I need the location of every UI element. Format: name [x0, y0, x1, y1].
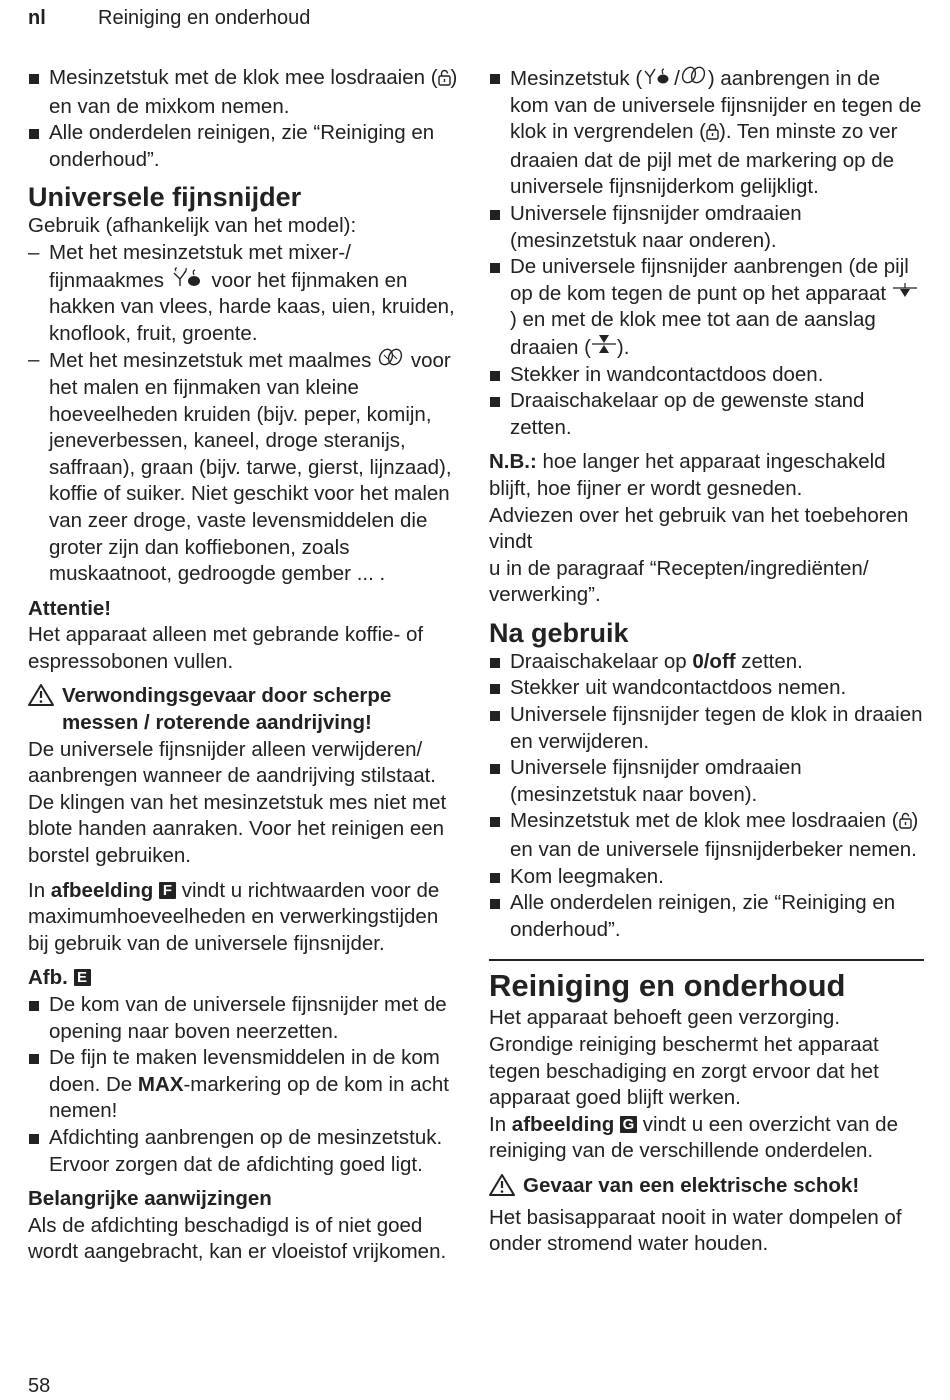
- injury-warning-text: De universele fijnsnijder alleen verwijderen/ aanbrengen wanneer de aandrijving stilstaat. De klingen van het mesinzetstuk mes niet met blote handen aanraken. Voor het reinigen een borstel gebruiken.: [28, 737, 447, 868]
- grinding-blade-icon: [680, 67, 708, 90]
- section-divider: [489, 959, 924, 961]
- right-column: [489, 65, 924, 1258]
- usage-list: [28, 240, 463, 588]
- arrows-to-line-icon: [591, 336, 617, 359]
- cleaning-intro: Het apparaat behoeft geen verzorging. Grondige reiniging beschermt het apparaat tegen beschadiging en zorgt ervoor dat het apparaat goed blijft werken.: [489, 1006, 879, 1110]
- page-number: 58: [28, 1375, 51, 1397]
- figure-e-badge: E: [74, 969, 91, 986]
- list-item: Afdichting aanbrengen op de mesinzetstuk. Ervoor zorgen dat de afdichting goed ligt.: [28, 1125, 463, 1178]
- usage-intro: Gebruik (afhankelijk van het model):: [28, 214, 357, 238]
- figure-g-reference: In afbeelding G vindt u een overzicht van de reiniging van de verschillende onderdelen.: [489, 1112, 898, 1163]
- after-use-steps: [489, 649, 924, 944]
- list-item: – Met het mesinzetstuk met maalmes voor het malen en fijnmaken van kleine hoeveelheden kruiden (bijv. peper, komijn, jeneverbessen, kaneel, droge steranijs, saffraan), graan (bijv. tarwe, gierst, lijnzaad), koffie of suiker. Niet geschikt voor het malen van zeer droge, vaste levensmiddelen die groter zijn dan koffiebonen, zoals muskaatnoot, gedroogde gember ... .: [28, 347, 463, 587]
- list-item: Kom leegmaken.: [489, 864, 924, 891]
- injury-warning-heading: Verwondingsgevaar door scherpe messen / roterende aandrijving!: [28, 683, 463, 736]
- list-item: Mesinzetstuk ( / ) aanbrengen in de kom van de universele fijnsnijder en tegen de klok in vergrendelen ( ). Ten minste zo ver draaien dat de pijl met de markering op de universele fijnsnijderkom gelijkligt.: [489, 65, 924, 201]
- attention-text: Het apparaat alleen met gebrande koffie- of espressobonen vullen.: [28, 623, 424, 673]
- note-paragraph: N.B.: hoe langer het apparaat ingeschakeld blijft, hoe fijner er wordt gesneden.: [489, 450, 886, 500]
- list-item: De universele fijnsnijder aanbrengen (de pijl op de kom tegen de punt op het apparaat ) en met de klok mee tot aan de aanslag draaien ( ).: [489, 254, 924, 361]
- figure-f-badge: F: [159, 882, 176, 899]
- warning-triangle-icon: [28, 683, 62, 736]
- list-item: Draaischakelaar op 0/off zetten.: [489, 649, 924, 676]
- list-item: De fijn te maken levensmiddelen in de kom doen. De MAX-markering op de kom in acht nemen!: [28, 1045, 463, 1125]
- important-notes-heading: Belangrijke aanwijzingen: [28, 1187, 272, 1211]
- figure-g-badge: G: [620, 1116, 637, 1133]
- attention-heading: Attentie!: [28, 596, 112, 620]
- list-item: – Met het mesinzetstuk met mixer-/ fijnmaakmes voor het fijnmaken en hakken van vlees, harde kaas, uien, kruiden, knoflook, fruit, groente.: [28, 240, 463, 347]
- arrow-down-to-line-icon: [892, 282, 918, 305]
- advice-line-2: u in de paragraaf “Recepten/ingrediënten/ verwerking”.: [489, 556, 869, 607]
- mixer-blade-icon: [170, 269, 206, 292]
- shock-warning-text: Het basisapparaat nooit in water dompelen of onder stromend water houden.: [489, 1205, 902, 1256]
- section-heading-universele-fijnsnijder: Universele fijnsnijder: [28, 182, 302, 213]
- section-heading-na-gebruik: Na gebruik: [489, 617, 629, 648]
- list-item: Mesinzetstuk met de klok mee losdraaien ( ) en van de universele fijnsnijderbeker nemen.: [489, 808, 924, 863]
- shock-warning-heading: Gevaar van een elektrische schok!: [489, 1173, 924, 1205]
- header-title: Reiniging en onderhoud: [98, 7, 311, 29]
- figure-e-heading: Afb. E: [28, 965, 463, 992]
- warning-triangle-icon: [489, 1173, 523, 1205]
- list-item: Alle onderdelen reinigen, zie “Reiniging en onderhoud”.: [489, 890, 924, 943]
- list-item: De kom van de universele fijnsnijder met de opening naar boven neerzetten.: [28, 992, 463, 1045]
- grinding-blade-icon: [377, 349, 405, 372]
- mixer-blade-icon: [642, 67, 674, 90]
- lock-icon: [706, 121, 719, 148]
- language-code: nl: [28, 7, 46, 29]
- bullet-list-top-left: [28, 65, 463, 173]
- unlock-icon: [438, 67, 451, 94]
- important-notes-text: Als de afdichting beschadigd is of niet goed wordt aangebracht, kan er vloeistof vrijkomen.: [28, 1213, 447, 1264]
- list-item: Mesinzetstuk met de klok mee losdraaien ( ) en van de mixkom nemen.: [28, 65, 463, 120]
- page-header: [28, 5, 310, 32]
- section-heading-reiniging: Reiniging en onderhoud: [489, 968, 846, 1004]
- assembly-steps: [489, 65, 924, 441]
- list-item: Draaischakelaar op de gewenste stand zetten.: [489, 388, 924, 441]
- list-item: Universele fijnsnijder omdraaien (mesinzetstuk naar boven).: [489, 755, 924, 808]
- list-item: Alle onderdelen reinigen, zie “Reiniging en onderhoud”.: [28, 120, 463, 173]
- list-item: Universele fijnsnijder omdraaien (mesinzetstuk naar onderen).: [489, 201, 924, 254]
- advice-line-1: Adviezen over het gebruik van het toebehoren vindt: [489, 503, 909, 554]
- figure-e-steps: [28, 992, 463, 1178]
- figure-f-reference: In afbeelding F vindt u richtwaarden voor de maximumhoeveelheden en verwerkingstijden bij gebruik van de universele fijnsnijder.: [28, 878, 440, 955]
- list-item: Universele fijnsnijder tegen de klok in draaien en verwijderen.: [489, 702, 924, 755]
- list-item: Stekker uit wandcontactdoos nemen.: [489, 675, 924, 702]
- left-column: [28, 65, 463, 1266]
- list-item: Stekker in wandcontactdoos doen.: [489, 362, 924, 389]
- unlock-icon: [899, 810, 912, 837]
